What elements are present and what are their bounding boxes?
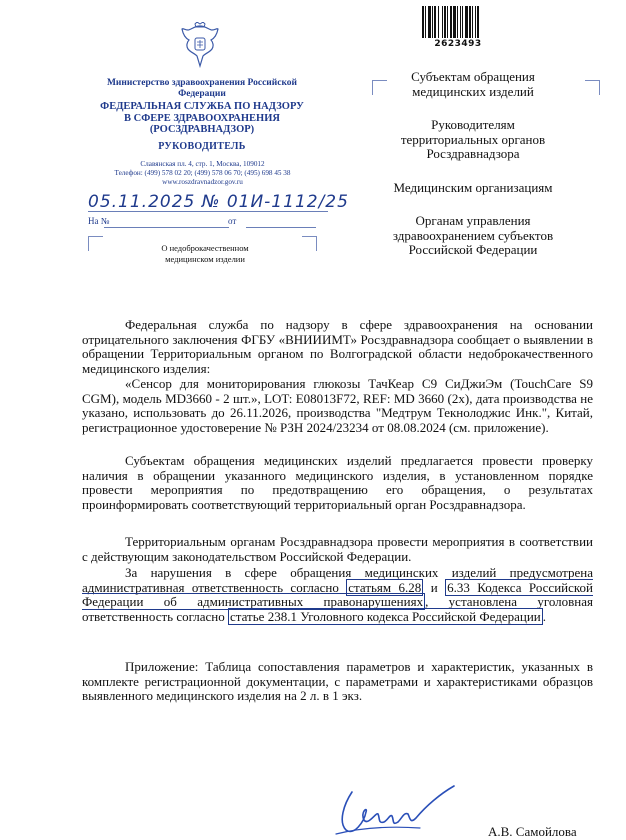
reference-from-label: от (228, 216, 237, 226)
paragraph-device: «Сенсор для мониторирования глюкозы ТачКеар С9 СиДжиЭм (TouchCare S9 CGM), модель MD3660 - 2 шт.», LOT: E08013F72, REF: MD 3660 (2x), дата производства не указано, использовать до 26.11.2026, производства "Медтрум Текнолоджис Инк.", Китай, регистрационное удостоверение № РЗН 2024/23234 от 08.08.2024 (см. приложение). (82, 376, 593, 436)
coat-of-arms-icon (180, 22, 220, 68)
recipient-block-4: Органам управления здравоохранением субъектов Российской Федерации (392, 213, 554, 257)
ministry-name: Министерство здравоохранения Российской Федерации (106, 78, 298, 99)
signatory-name: А.В. Самойлова (488, 824, 577, 839)
subject-line: О недоброкачественном медицинском изделии (161, 243, 249, 264)
date-underline (88, 211, 328, 212)
recipient-block-2: Руководителям территориальных органов Росздравнадзора (400, 117, 546, 161)
barcode-number: 2623493 (434, 39, 482, 49)
paragraph-attachment: Приложение: Таблица сопоставления параметров и характеристик, указанных в комплекте регистрационной документации, с параметрами и характеристиками образцов выявленного медицинского изделия на 2 л. в 1 экз. (82, 659, 593, 704)
recipient-corner-right (585, 80, 600, 95)
link-criminal-code[interactable]: статье 238.1 Уголовного кодекса Российской Федерации (230, 609, 541, 625)
paragraph-territorial: Территориальным органам Росздравнадзора провести мероприятия в соответствии с действующим законодательством Российской Федерации. (82, 534, 593, 564)
paragraph-subjects: Субъектам обращения медицинских изделий предлагается провести проверку наличия в обращении указанного медицинского изделия, в установленном порядке провести мероприятия по предотвращению его обращения, о результатах проинформировать соответствующий территориальный орган Росздравнадзора. (82, 453, 593, 513)
link-article-6-28[interactable]: статьям 6.28 (348, 579, 422, 595)
reference-number-line (104, 227, 229, 228)
recipient-block-1: Субъектам обращения медицинских изделий (411, 69, 535, 99)
recipient-block-3: Медицинским организациям (393, 180, 553, 195)
service-name: ФЕДЕРАЛЬНАЯ СЛУЖБА ПО НАДЗОРУ В СФЕРЕ ЗДРАВООХРАНЕНИЯ (РОСЗДРАВНАДЗОР) (100, 101, 304, 135)
barcode-icon (422, 6, 494, 38)
paragraph-liability: За нарушения в сфере обращения медицинских изделий предусмотрена административная ответственность согласно статьям 6.28 и 6.33 Кодекса Российской Федерации об административных правонарушениях , установлена уголовная ответственность согласно статье 238.1 Уголовного кодекса Российской Федерации . (82, 565, 593, 625)
reference-date-line (246, 227, 316, 228)
subject-corner-left (88, 236, 103, 251)
head-title: РУКОВОДИТЕЛЬ (158, 141, 246, 152)
link-koap[interactable]: 6.33 Кодекса Российской Федерации об административных правонарушениях (82, 579, 593, 610)
address-block: Славянская пл. 4, стр. 1, Москва, 109012 Телефон: (499) 578 02 20; (499) 578 06 70; (495) 698 45 38 www.roszdravnadzor.gov.ru (114, 160, 291, 186)
paragraph-intro: Федеральная служба по надзору в сфере здравоохранения на основании отрицательного заключения ФГБУ «ВНИИИМТ» Росздравнадзора сообщает о выявлении в обращении Территориальным органом по Волгоградской области недоброкачественного медицинского изделия: (82, 317, 593, 377)
subject-corner-right (302, 236, 317, 251)
document-date-number: 05.11.2025 № 01И-1112/25 (88, 192, 349, 212)
reference-label: На № от (88, 216, 237, 226)
signature-icon (330, 782, 460, 839)
